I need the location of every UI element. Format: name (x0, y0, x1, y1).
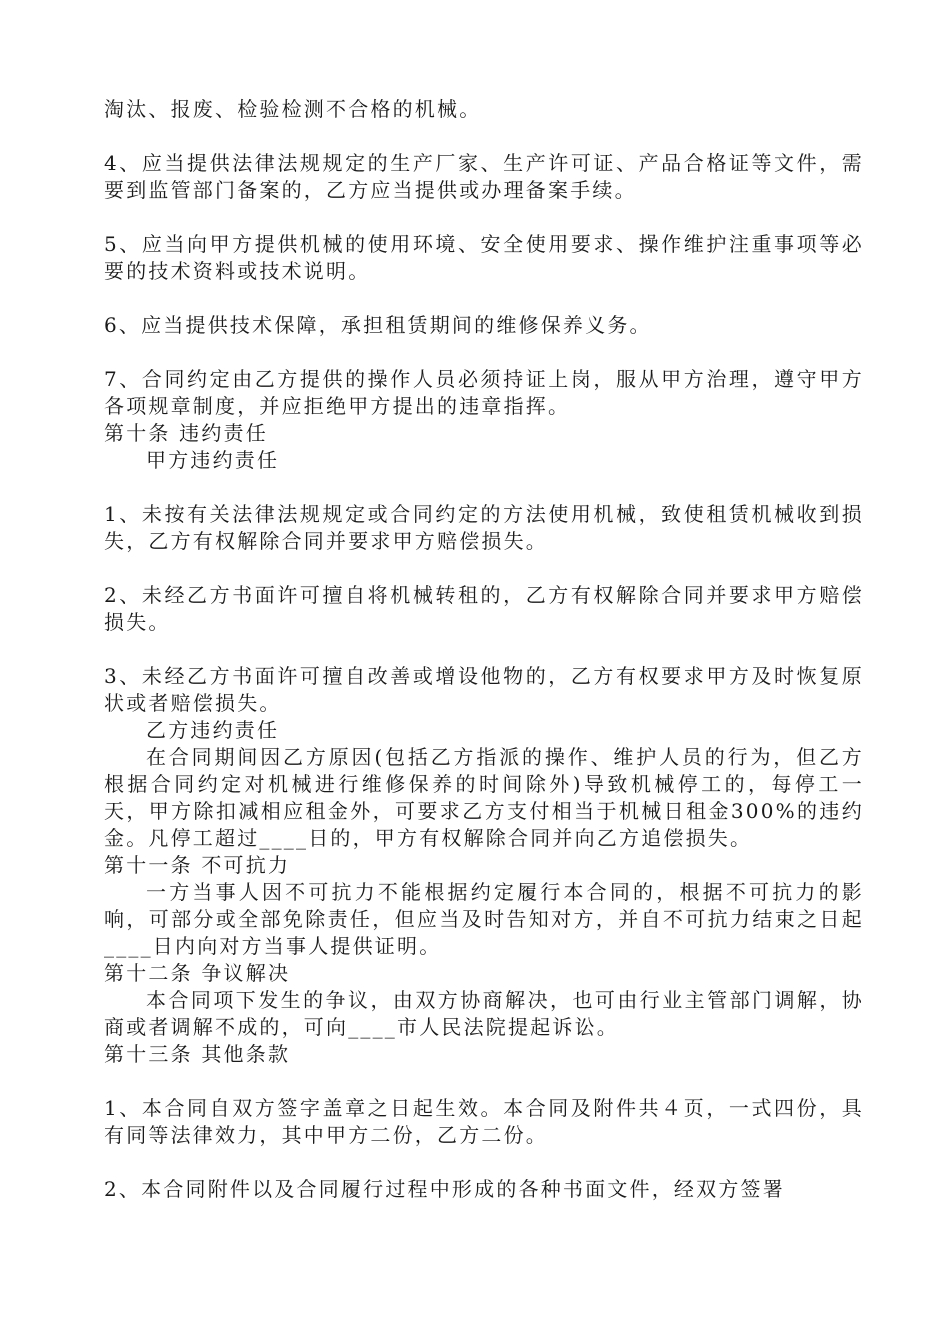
clause-item-5: 5、应当向甲方提供机械的使用环境、安全使用要求、操作维护注重事项等必要的技术资料或技术说明。 (104, 232, 864, 283)
article-10-heading: 第十条 违约责任 (104, 421, 268, 445)
paragraph-continuation: 淘汰、报废、检验检测不合格的机械。 (104, 97, 482, 121)
party-a-breach-item-2: 2、未经乙方书面许可擅自将机械转租的，乙方有权解除合同并要求甲方赔偿损失。 (104, 583, 864, 634)
article-13-item-1: 1、本合同自双方签字盖章之日起生效。本合同及附件共４页，一式四份，具有同等法律效力，其中甲方二份，乙方二份。 (104, 1096, 864, 1147)
article-13-heading: 第十三条 其他条款 (104, 1042, 291, 1066)
article-12-text: 本合同项下发生的争议，由双方协商解决，也可由行业主管部门调解，协商或者调解不成的，可向____市人民法院提起诉讼。 (104, 988, 864, 1039)
article-13-item-2: 2、本合同附件以及合同履行过程中形成的各种书面文件，经双方签署 (104, 1177, 785, 1201)
article-12-heading: 第十二条 争议解决 (104, 961, 291, 985)
party-a-breach-item-3: 3、未经乙方书面许可擅自改善或增设他物的，乙方有权要求甲方及时恢复原状或者赔偿损失。 (104, 664, 864, 715)
clause-item-7: 7、合同约定由乙方提供的操作人员必须持证上岗，服从甲方治理，遵守甲方各项规章制度，并应拒绝甲方提出的违章指挥。 (104, 367, 864, 418)
party-b-breach-heading: 乙方违约责任 (146, 718, 280, 742)
party-a-breach-heading: 甲方违约责任 (146, 448, 280, 472)
clause-item-4: 4、应当提供法律法规规定的生产厂家、生产许可证、产品合格证等文件，需要到监管部门备案的，乙方应当提供或办理备案手续。 (104, 151, 864, 202)
clause-item-6: 6、应当提供技术保障，承担租赁期间的维修保养义务。 (104, 313, 652, 337)
party-a-breach-item-1: 1、未按有关法律法规规定或合同约定的方法使用机械，致使租赁机械收到损失，乙方有权解除合同并要求甲方赔偿损失。 (104, 502, 864, 553)
party-b-breach-text: 在合同期间因乙方原因(包括乙方指派的操作、维护人员的行为，但乙方根据合同约定对机械进行维修保养的时间除外)导致机械停工的，每停工一天，甲方除扣减相应租金外，可要求乙方支付相当于机械日租金300%的违约金。凡停工超过____日的，甲方有权解除合同并向乙方追偿损失。 (104, 745, 864, 850)
article-11-heading: 第十一条 不可抗力 (104, 853, 291, 877)
article-11-text: 一方当事人因不可抗力不能根据约定履行本合同的，根据不可抗力的影响，可部分或全部免除责任，但应当及时告知对方，并自不可抗力结束之日起____日内向对方当事人提供证明。 (104, 880, 864, 958)
document-page (104, 96, 864, 1203)
